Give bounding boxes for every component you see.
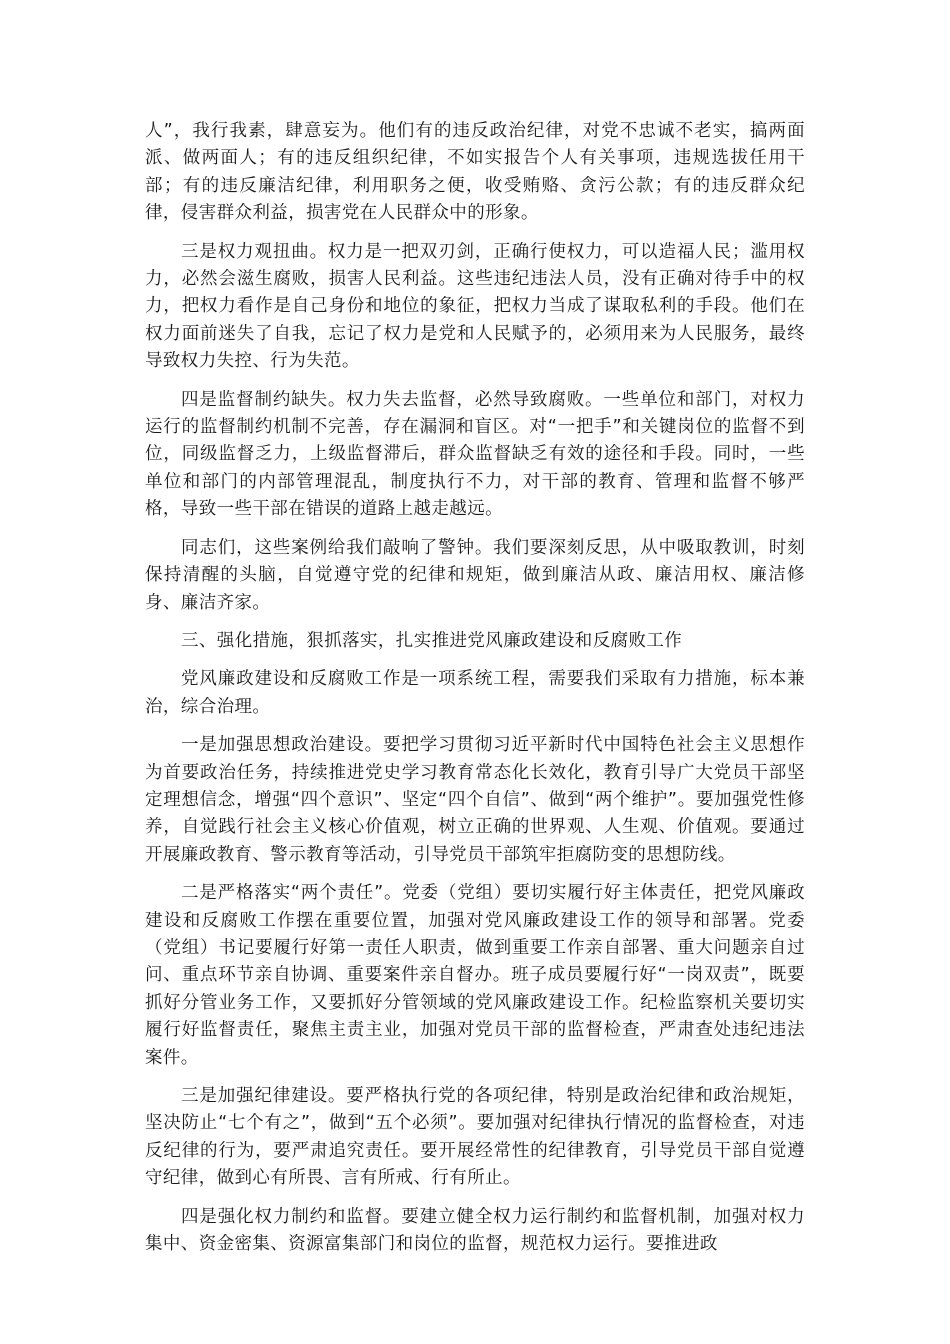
paragraph-power-view: 三是权力观扭曲。权力是一把双刃剑，正确行使权力，可以造福人民；滥用权力，必然会滋生腐败，损害人民利益。这些违纪违法人员，没有正确对待手中的权力，把权力看作是自己身份和地位的象征，把权力当成了谋取私利的手段。他们在权力面前迷失了自我，忘记了权力是党和人民赋予的，必须用来为人民服务，最终导致权力失控、行为失范。 (145, 241, 805, 372)
paragraph-discipline: 三是加强纪律建设。要严格执行党的各项纪律，特别是政治纪律和政治规矩，坚决防止“七个有之”，做到“五个必须”。要加强对纪律执行情况的监督检查，对违反纪律的行为，要严肃追究责任。要开展经常性的纪律教育，引导党员干部自觉遵守纪律，做到心有所畏、言有所戒、行有所止。 (145, 1086, 805, 1189)
paragraph-supervision-lack: 四是监督制约缺失。权力失去监督，必然导致腐败。一些单位和部门，对权力运行的监督制约机制不完善，存在漏洞和盲区。对“一把手”和关键岗位的监督不到位，同级监督乏力，上级监督滞后，群众监督缺乏有效的途径和手段。同时，一些单位和部门的内部管理混乱，制度执行不力，对干部的教育、管理和监督不够严格，导致一些干部在错误的道路上越走越远。 (145, 389, 805, 520)
document-body (145, 118, 805, 1269)
paragraph-power-constraint: 四是强化权力制约和监督。要建立健全权力运行制约和监督机制，加强对权力集中、资金密集、资源富集部门和岗位的监督，规范权力运行。要推进政 (145, 1206, 805, 1255)
paragraph-ideology: 一是加强思想政治建设。要把学习贯彻习近平新时代中国特色社会主义思想作为首要政治任务，持续推进党史学习教育常态化长效化，教育引导广大党员干部坚定理想信念，增强“四个意识”、坚定“四个自信”、做到“两个维护”。要加强党性修养，自觉践行社会主义核心价值观，树立正确的世界观、人生观、价值观。要通过开展廉政教育、警示教育等活动，引导党员干部筑牢拒腐防变的思想防线。 (145, 735, 805, 865)
paragraph-systematic: 党风廉政建设和反腐败工作是一项系统工程，需要我们采取有力措施，标本兼治，综合治理。 (145, 669, 805, 717)
paragraph-two-responsibilities: 二是严格落实“两个责任”。党委（党组）要切实履行好主体责任，把党风廉政建设和反腐败工作摆在重要位置，加强对党风廉政建设工作的领导和部署。党委（党组）书记要履行好第一责任人职责，做到重要工作亲自部署、重大问题亲自过问、重点环节亲自协调、重要案件亲自督办。班子成员要履行好“一岗双责”，既要抓好分管业务工作，又要抓好分管领域的党风廉政建设工作。纪检监察机关要切实履行好监督责任，聚焦主责主业，加强对党员干部的监督检查，严肃查处违纪违法案件。 (145, 883, 805, 1068)
paragraph-comrades: 同志们，这些案例给我们敲响了警钟。我们要深刻反思，从中吸取教训，时刻保持清醒的头脑，自觉遵守党的纪律和规矩，做到廉洁从政、廉洁用权、廉洁修身、廉洁齐家。 (145, 537, 805, 613)
section-heading-three: 三、强化措施，狠抓落实，扎实推进党风廉政建设和反腐败工作 (181, 630, 683, 651)
paragraph-continuation: 人”，我行我素，肆意妄为。他们有的违反政治纪律，对党不忠诚不老实，搞两面派、做两面人；有的违反组织纪律，不如实报告个人有关事项，违规选拔任用干部；有的违反廉洁纪律，利用职务之便，收受贿赂、贪污公款；有的违反群众纪律，侵害群众利益，损害党在人民群众中的形象。 (145, 121, 805, 224)
